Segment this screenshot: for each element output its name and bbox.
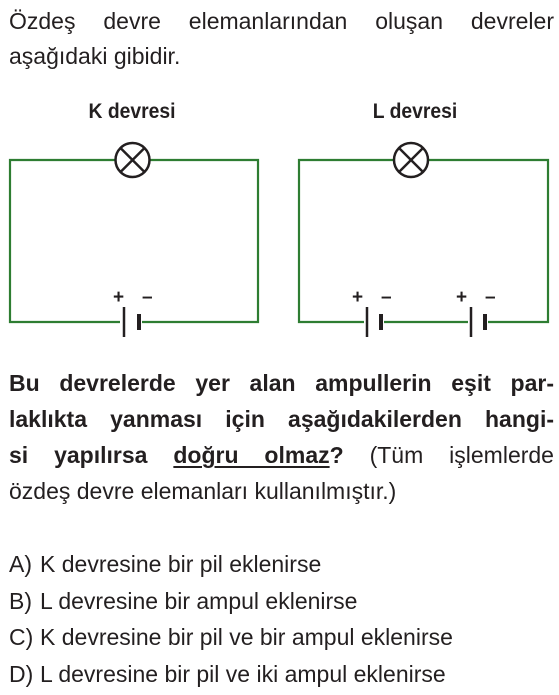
k-circuit-wires: [10, 160, 258, 322]
option-b[interactable]: [9, 583, 554, 620]
l-minus-sign-1: –: [381, 287, 392, 308]
question-line-2: laklıkta yanması için aşağıdakilerden hangi-: [9, 406, 554, 432]
option-letter: B): [9, 587, 32, 614]
option-text: L devresine bir pil ve iki ampul eklenirse: [40, 660, 446, 687]
k-circuit-title: K devresi: [88, 100, 176, 123]
l-circuit-title: L devresi: [372, 100, 458, 123]
option-text: K devresine bir pil ve bir ampul eklenirse: [40, 624, 453, 650]
answer-options: [9, 546, 554, 692]
option-c[interactable]: [9, 619, 554, 656]
question-note-start: (Tüm işlemlerde: [343, 442, 554, 468]
circuit-diagrams: [0, 130, 559, 345]
option-a[interactable]: [9, 546, 554, 583]
question-line-1: Bu devrelerde yer alan ampullerin eşit par-: [9, 370, 554, 396]
k-bulb: [116, 143, 150, 177]
l-circuit-wires: [299, 160, 548, 322]
k-circuit: [10, 143, 258, 337]
l-plus-sign-1: +: [352, 287, 364, 308]
question-mark: ?: [329, 442, 344, 468]
question-text: [9, 365, 554, 509]
intro-line-2: aşağıdaki gibidir.: [9, 43, 181, 69]
question-line-3: [9, 437, 554, 473]
k-battery: [124, 307, 139, 337]
l-plus-sign-2: +: [456, 287, 468, 308]
intro-text: [9, 4, 554, 74]
question-emphasis: doğru olmaz: [173, 442, 330, 468]
question-line-3-start: si yapılırsa: [9, 442, 148, 468]
option-letter: A): [9, 551, 32, 577]
intro-line-1: Özdeş devre elemanlarından oluşan devreler: [9, 8, 554, 34]
l-battery-2: [471, 307, 485, 337]
option-letter: C): [9, 624, 34, 650]
option-letter: D): [9, 660, 34, 687]
k-plus-sign: +: [113, 287, 125, 308]
l-circuit: [299, 143, 548, 337]
option-d[interactable]: [9, 656, 554, 693]
k-minus-sign: –: [142, 287, 153, 308]
option-text: K devresine bir pil eklenirse: [40, 551, 322, 577]
l-minus-sign-2: –: [485, 287, 496, 308]
question-line-4: özdeş devre elemanları kullanılmıştır.): [9, 478, 397, 504]
option-text: L devresine bir ampul eklenirse: [40, 587, 358, 614]
l-battery-1: [367, 307, 381, 337]
l-bulb: [394, 143, 428, 177]
